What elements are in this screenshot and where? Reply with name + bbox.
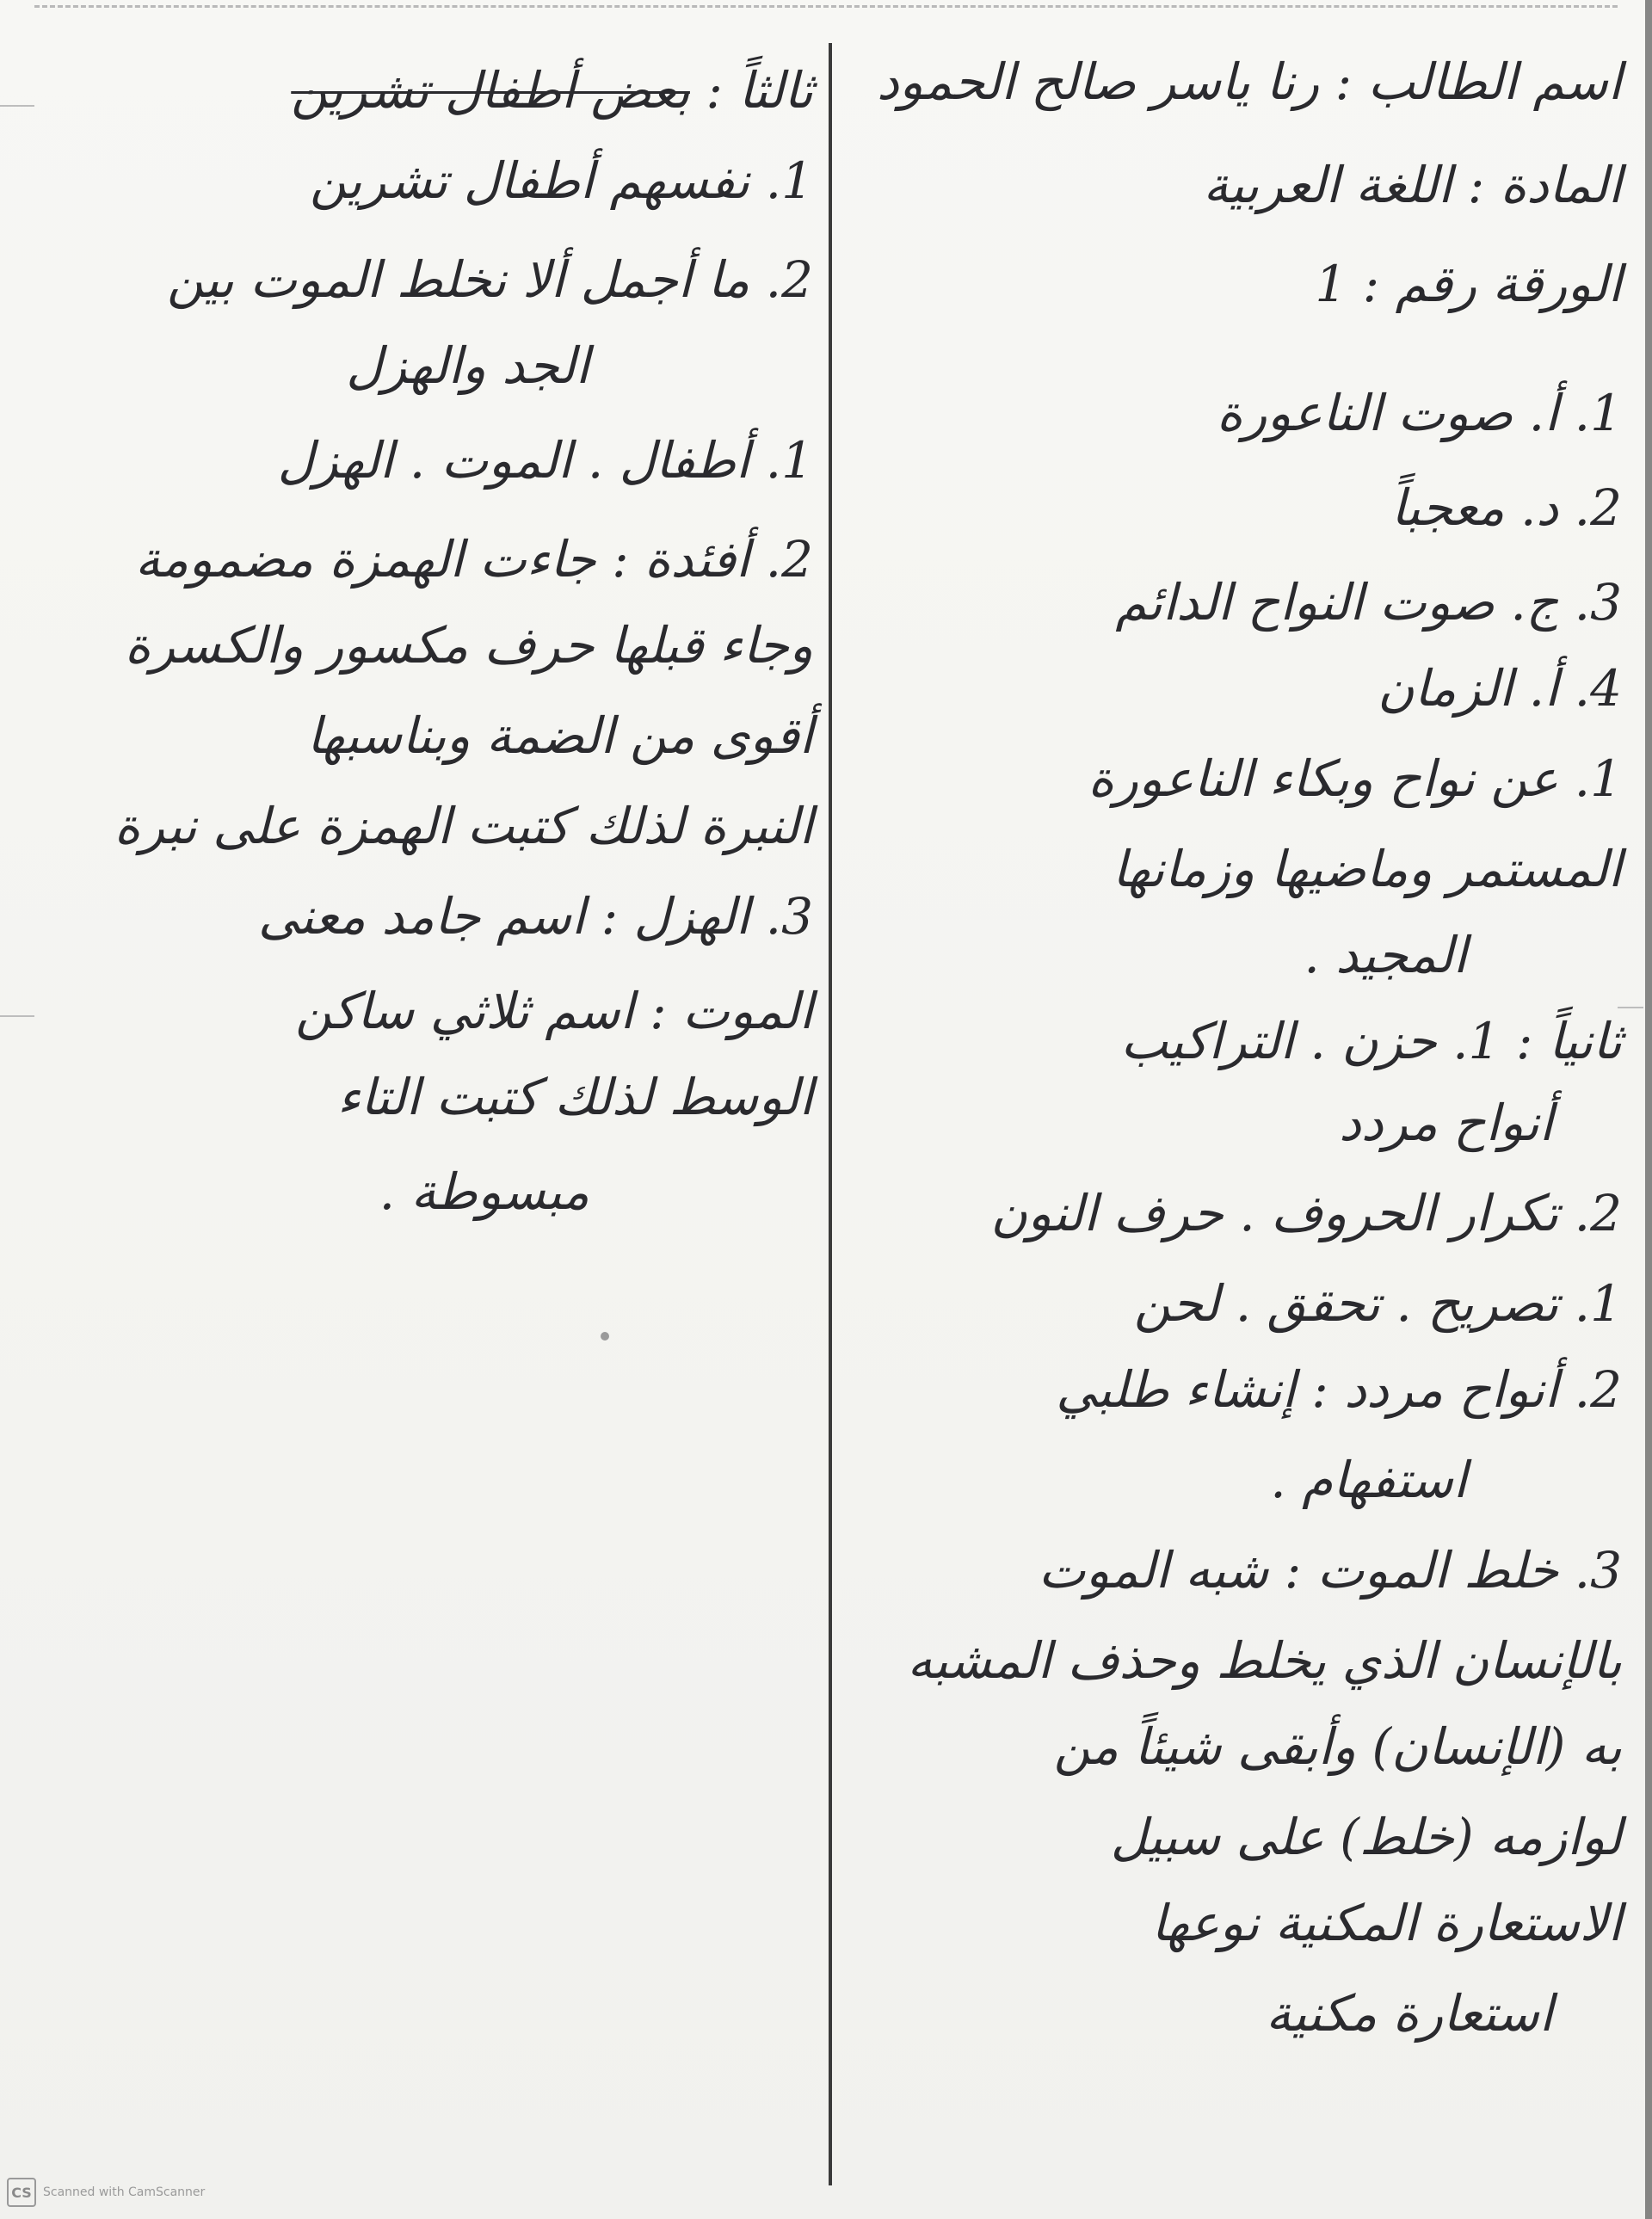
answer-line: 2. تكرار الحروف . حرف النون [990, 1184, 1622, 1242]
top-edge-rule [34, 0, 1618, 8]
answer-line: استفهام . [1270, 1451, 1467, 1509]
answer-line: 1. عن نواح وبكاء الناعورة [1088, 749, 1622, 808]
answer-line: المجيد . [1304, 926, 1467, 984]
answer-line: 1. أ. صوت الناعورة [1217, 384, 1622, 442]
student-name-line: اسم الطالب : رنا ياسر صالح الحمود [877, 52, 1622, 111]
answer-line: أقوى من الضمة وبناسبها [306, 706, 813, 765]
answer-line: استعارة مكنية [1266, 1984, 1553, 2043]
answer-line: 1. أطفال . الموت . الهزل [277, 431, 813, 490]
answer-line: أنواح مردد [1339, 1094, 1553, 1152]
watermark-text: Scanned with CamScanner [43, 2185, 206, 2199]
camscanner-logo-icon: CS [7, 2178, 36, 2207]
answer-line: الجد والهزل [346, 336, 589, 395]
page-edge-shadow [1645, 0, 1652, 2219]
answer-line: الوسط لذلك كتبت التاء [336, 1068, 813, 1126]
answer-line: لوازمه (خلط) على سبيل [1110, 1808, 1622, 1866]
answer-line: 2. د. معجباً [1390, 478, 1622, 537]
answer-line: الموت : اسم ثلاثي ساكن [295, 982, 813, 1040]
answer-line: 3. الهزل : اسم جامد معنى [258, 887, 813, 946]
subject-line: المادة : اللغة العربية [1203, 156, 1622, 214]
margin-mark [0, 105, 34, 107]
answer-line: 4. أ. الزمان [1378, 659, 1622, 718]
answer-line [291, 56, 813, 125]
answer-line: بالإنسان الذي يخلط وحذف المشبه [907, 1631, 1622, 1690]
answer-line: مبسوطة . [379, 1162, 589, 1221]
answer-line: 1. تصريح . تحقق . لحن [1134, 1274, 1622, 1333]
answer-line: 3. خلط الموت : شبه الموت [1038, 1541, 1622, 1600]
column-divider [829, 43, 832, 2185]
answer-line: 2. أنواح مردد : إنشاء طلبي [1056, 1360, 1622, 1419]
struck-text: بعض أطفال تشرين [291, 61, 690, 120]
answer-line: 3. ج. صوت النواح الدائم [1115, 573, 1622, 632]
scanner-watermark [7, 2178, 205, 2207]
answer-line: ثانياً : 1. حزن . التراكيب [1120, 1012, 1622, 1070]
answer-line: الاستعارة المكنية نوعها [1151, 1894, 1622, 1952]
ink-dot [601, 1332, 609, 1341]
answer-line: 2. أفئدة : جاءت الهمزة مضمومة [134, 530, 813, 589]
answer-line: 1. نفسهم أطفال تشرين [310, 151, 813, 210]
section-heading: ثالثاً : [689, 61, 813, 120]
answer-line: النبرة لذلك كتبت الهمزة على نبرة [114, 797, 813, 855]
margin-mark [0, 1015, 34, 1017]
answer-line: وجاء قبلها حرف مكسور والكسرة [124, 616, 813, 675]
answer-line: المستمر وماضيها وزمانها [1112, 840, 1622, 898]
answer-line: 2. ما أجمل ألا نخلط الموت بين [167, 250, 813, 309]
sheet-number-line: الورقة رقم : 1 [1315, 255, 1622, 313]
answer-line: به (الإنسان) وأبقى شيئاً من [1053, 1717, 1622, 1776]
